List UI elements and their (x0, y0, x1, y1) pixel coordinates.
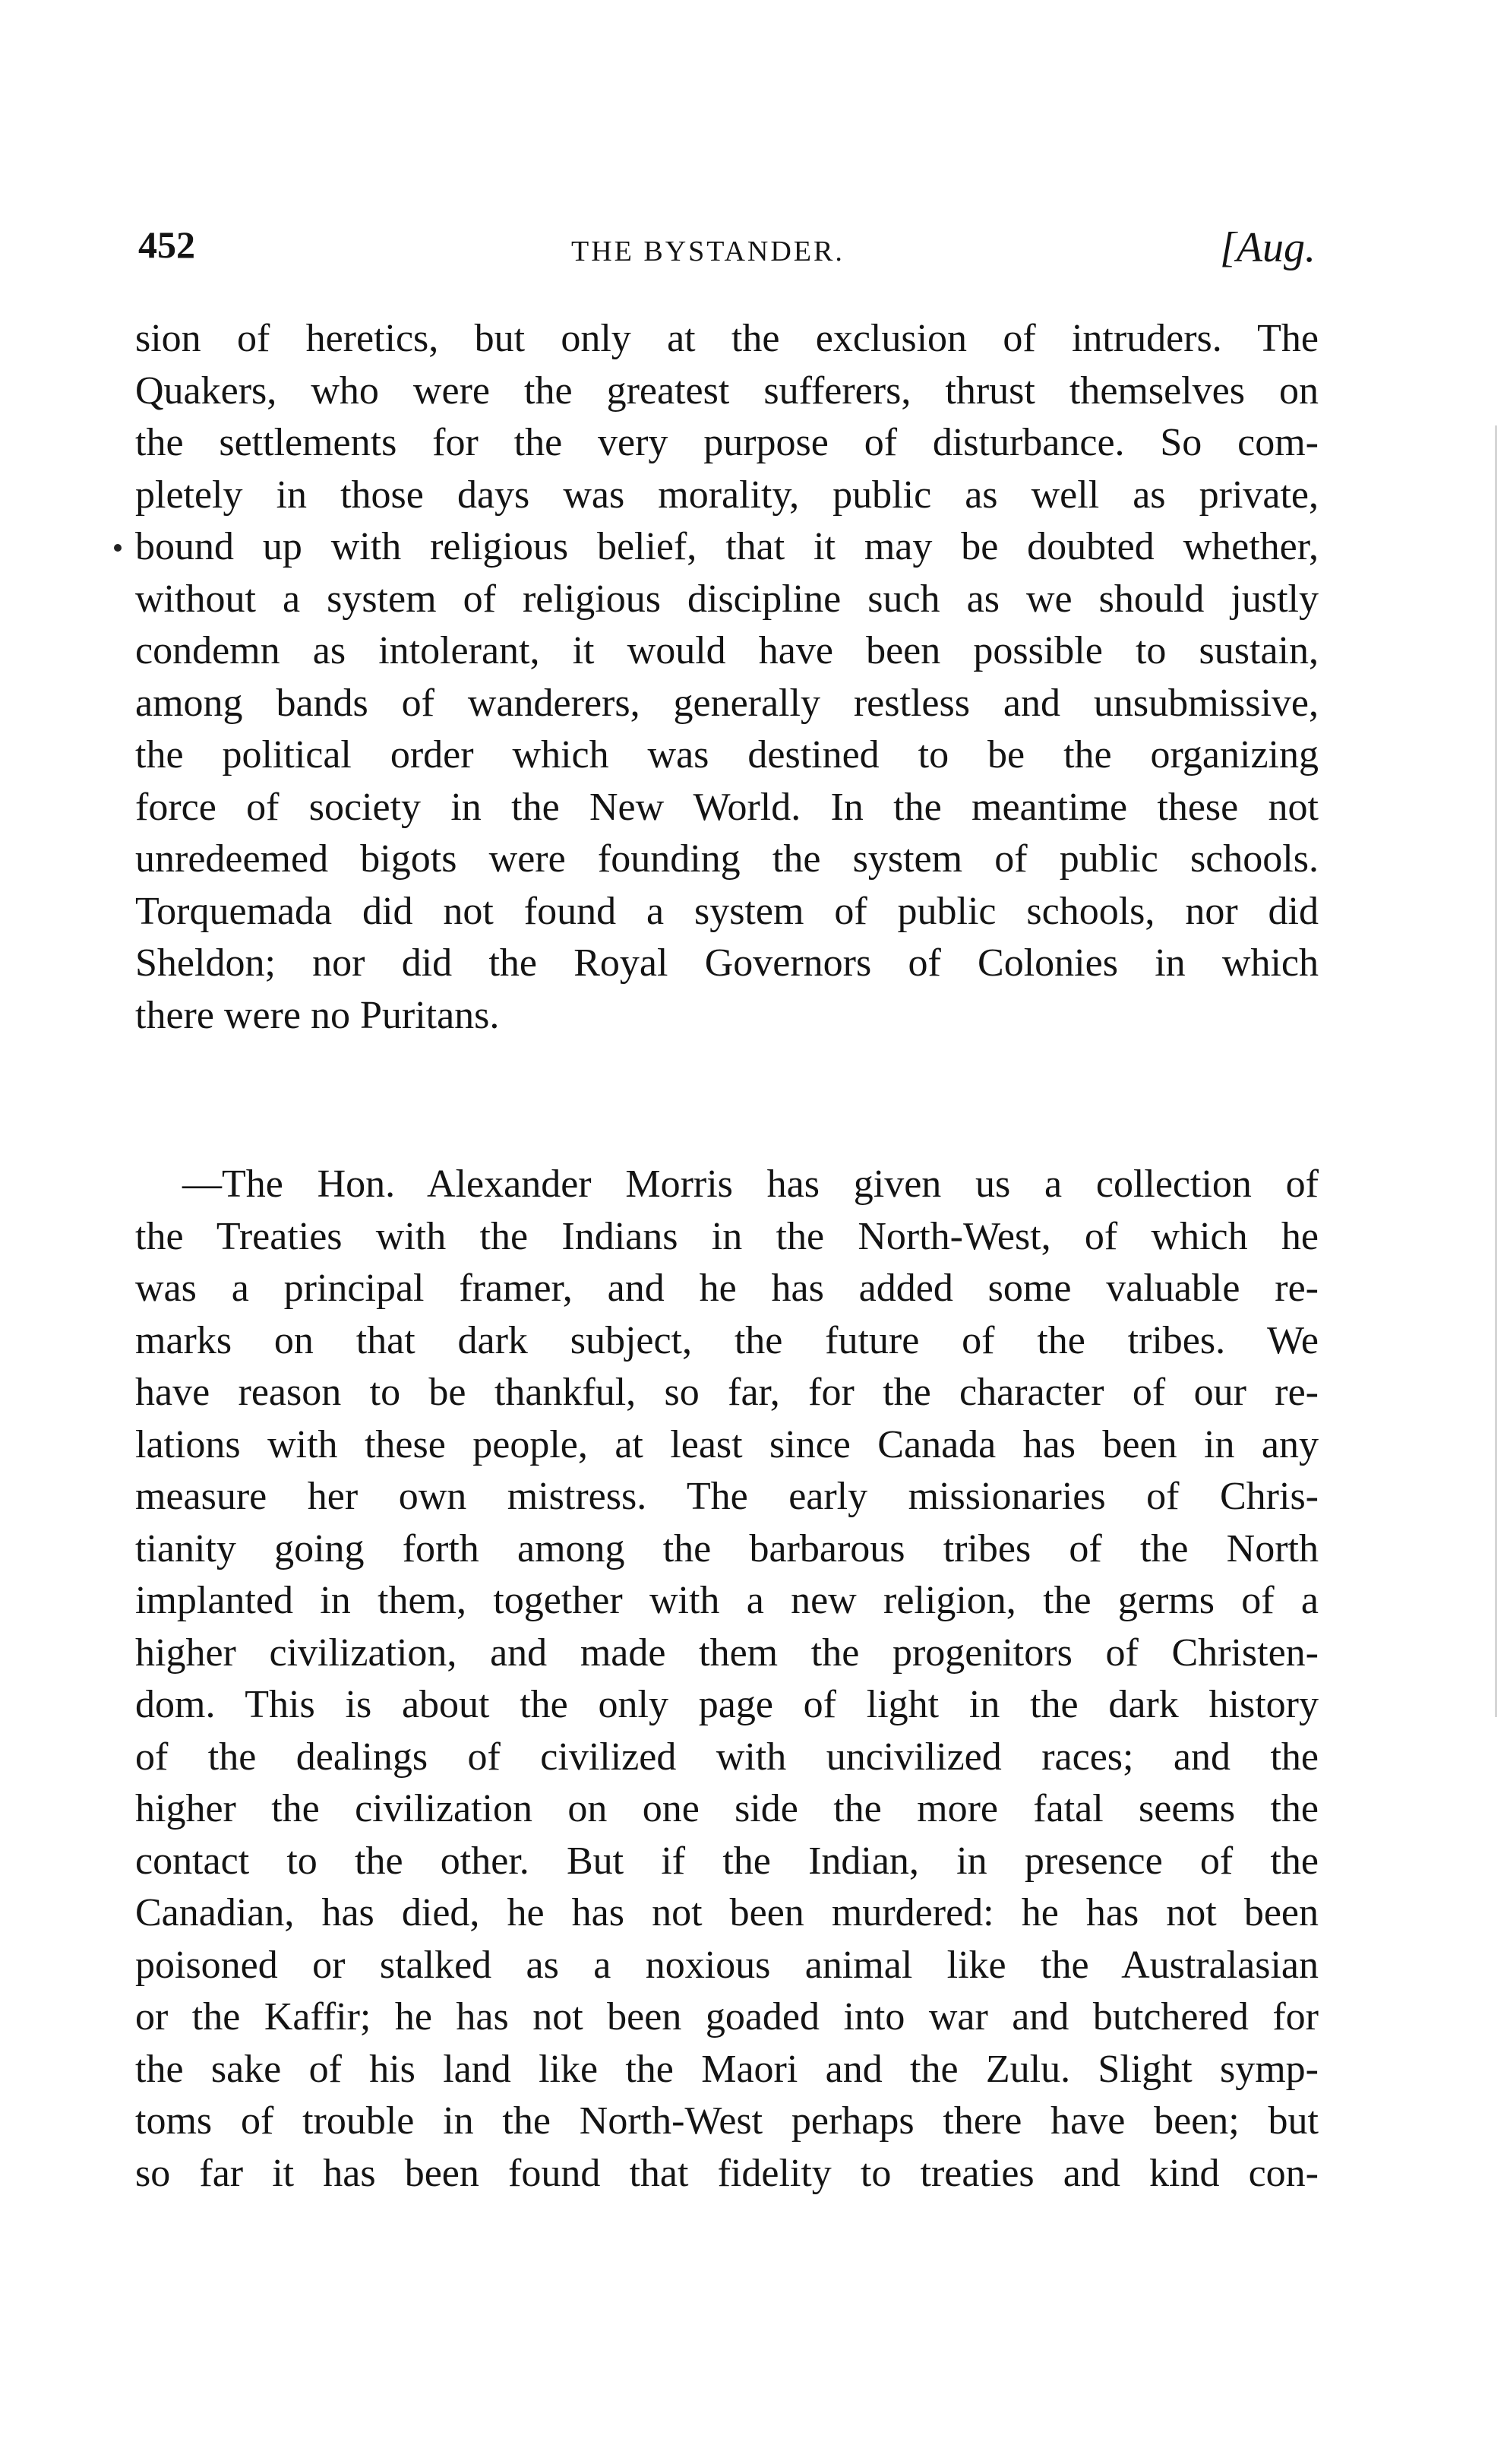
text-line: or the Kaffir; he has not been goaded into war and butchered for (135, 1995, 1319, 2039)
text-line: of the dealings of civilized with uncivilized races; and the (135, 1735, 1319, 1779)
paragraph-treaties (135, 1159, 1319, 2200)
text-line: toms of trouble in the North-West perhaps there have been; but (135, 2099, 1319, 2143)
text-line: among bands of wanderers, generally restless and unsubmissive, (135, 681, 1319, 725)
text-line: higher the civilization on one side the more fatal seems the (135, 1787, 1319, 1830)
text-line: the sake of his land like the Maori and the Zulu. Slight symp- (135, 2047, 1319, 2091)
text-line: marks on that dark subject, the future of the tribes. We (135, 1318, 1319, 1362)
text-line: force of society in the New World. In the meantime these not (135, 785, 1319, 829)
text-line: measure her own mistress. The early missionaries of Chris- (135, 1475, 1319, 1518)
text-line: tianity going forth among the barbarous tribes of the North (135, 1526, 1319, 1570)
text-line: lations with these people, at least since Canada has been in any (135, 1422, 1319, 1466)
text-line: —The Hon. Alexander Morris has given us a collection of (182, 1162, 1319, 1206)
text-line: higher civilization, and made them the progenitors of Christen- (135, 1631, 1319, 1675)
text-line: sion of heretics, but only at the exclusion of intruders. The (135, 317, 1319, 360)
text-line: poisoned or stalked as a noxious animal like the Australasian (135, 1943, 1319, 1987)
text-line: implanted in them, together with a new religion, the germs of a (135, 1579, 1319, 1622)
text-line: was a principal framer, and he has added some valuable re- (135, 1267, 1319, 1310)
text-line: bound up with religious belief, that it may be doubted whether, (135, 525, 1319, 568)
paragraph-heretics (135, 313, 1319, 1042)
text-line: Torquemada did not found a system of public schools, nor did (135, 889, 1319, 933)
text-line: without a system of religious discipline such as we should justly (135, 577, 1319, 621)
text-line: dom. This is about the only page of light in the dark history (135, 1683, 1319, 1726)
text-line: there were no Puritans. (135, 993, 500, 1037)
text-line: the political order which was destined to be the organizing (135, 733, 1319, 777)
text-line: unredeemed bigots were founding the system of public schools. (135, 837, 1319, 881)
page-number: 452 (138, 223, 195, 266)
running-head (138, 222, 1316, 283)
running-month: [Aug. (1220, 224, 1316, 271)
text-line: contact to the other. But if the Indian, in presence of the (135, 1839, 1319, 1883)
text-line: the settlements for the very purpose of disturbance. So com- (135, 421, 1319, 464)
running-title: THE BYSTANDER. (571, 236, 845, 267)
text-line: the Treaties with the Indians in the North-West, of which he (135, 1214, 1319, 1258)
text-line: Sheldon; nor did the Royal Governors of Colonies in which (135, 941, 1319, 985)
page-edge-shadow (1495, 425, 1497, 1717)
text-line: so far it has been found that fidelity to treaties and kind con- (135, 2151, 1319, 2195)
text-line: condemn as intolerant, it would have been possible to sustain, (135, 629, 1319, 672)
margin-dot-mark (114, 544, 122, 552)
text-line: Canadian, has died, he has not been murdered: he has not been (135, 1891, 1319, 1934)
text-line: pletely in those days was morality, public as well as private, (135, 473, 1319, 517)
text-line: Quakers, who were the greatest sufferers, thrust themselves on (135, 368, 1319, 413)
text-line: have reason to be thankful, so far, for the character of our re- (135, 1371, 1319, 1414)
